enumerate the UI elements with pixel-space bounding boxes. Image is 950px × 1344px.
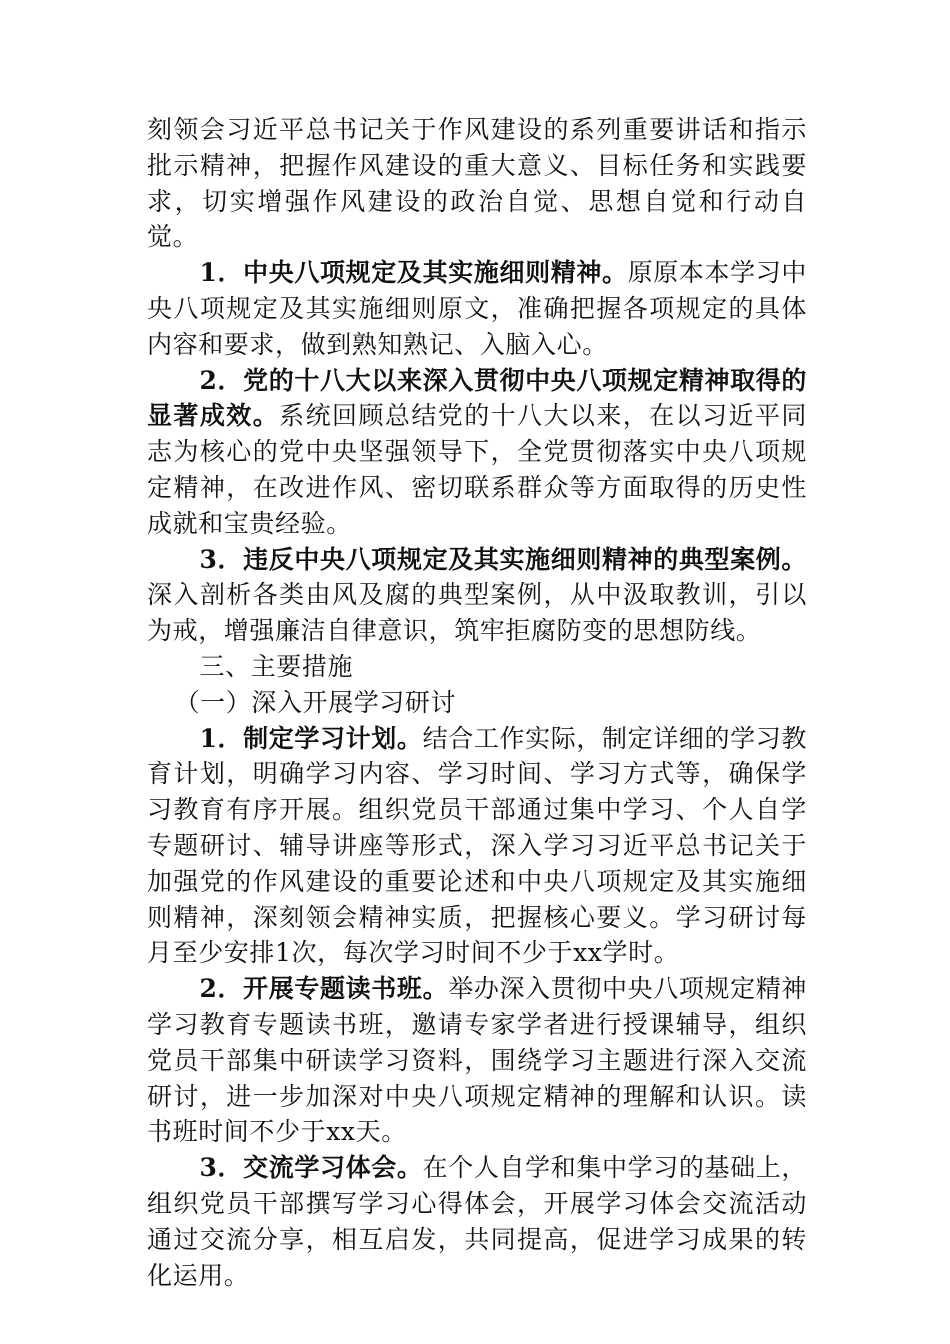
paragraph-text: 系统回顾总结党的十八大以来，在以习近平同志为核心的党中央坚强领导下，全党贯彻落实中央八项规定精神，在改进作风、密切联系群众等方面取得的历史性成就和宝贵经验。 bbox=[147, 401, 807, 538]
paragraph-text: 结合工作实际，制定详细的学习教育计划，明确学习内容、学习时间、学习方式等，确保学习教育有序开展。组织党员干部通过集中学习、个人自学专题研讨、辅导讲座等形式，深入学习习近平总书记关于加强党的作风建设的重要论述和中央八项规定及其实施细则精神，深刻领会精神实质，把握核心要义。学习研讨每月至少安排1次，每次学习时间不少于xx学时。 bbox=[147, 723, 807, 968]
paragraph-lead: 3．违反中央八项规定及其实施细则精神的典型案例。 bbox=[199, 544, 807, 574]
subsection-heading-study: （一）深入开展学习研讨 bbox=[174, 687, 457, 717]
paragraph-item-1-eight-rules bbox=[147, 255, 807, 362]
paragraph-item-1-study-plan bbox=[147, 721, 807, 972]
section-heading-main-measures: 三、主要措施 bbox=[199, 651, 354, 681]
document-page bbox=[147, 112, 807, 1293]
paragraph-item-3-exchange bbox=[147, 1150, 807, 1293]
paragraph-text: 刻领会习近平总书记关于作风建设的系列重要讲话和指示批示精神，把握作风建设的重大意义、目标任务和实践要求，切实增强作风建设的政治自觉、思想自觉和行动自觉。 bbox=[147, 115, 807, 252]
paragraph-text: 举办深入贯彻中央八项规定精神学习教育专题读书班，邀请专家学者进行授课辅导，组织党员干部集中研读学习资料，围绕学习主题进行深入交流研讨，进一步加深对中央八项规定精神的理解和认识。读书班时间不少于xx天。 bbox=[147, 974, 807, 1147]
paragraph-item-2-reading-class bbox=[147, 971, 807, 1150]
paragraph-item-3-cases bbox=[147, 542, 807, 649]
paragraph-text: 在个人自学和集中学习的基础上，组织党员干部撰写学习心得体会，开展学习体会交流活动通过交流分享，相互启发，共同提高，促进学习成果的转化运用。 bbox=[147, 1153, 807, 1290]
paragraph-lead: 1．中央八项规定及其实施细则精神。 bbox=[199, 258, 628, 288]
paragraph-lead: 2．开展专题读书班。 bbox=[199, 974, 449, 1004]
paragraph-text: 原原本本学习中央八项规定及其实施细则原文，准确把握各项规定的具体内容和要求，做到熟知熟记、入脑入心。 bbox=[147, 258, 807, 359]
paragraph-lead: 3．交流学习体会。 bbox=[199, 1153, 423, 1183]
paragraph-lead: 2．党的十八大以来深入贯彻中央八项规定精神取得的显著成效。 bbox=[147, 365, 807, 431]
paragraph-text: 深入剖析各类由风及腐的典型案例，从中汲取教训，引以为戒，增强廉洁自律意识，筑牢拒腐防变的思想防线。 bbox=[147, 580, 807, 646]
paragraph-item-2-achievements bbox=[147, 363, 807, 542]
paragraph-lead: 1．制定学习计划。 bbox=[199, 723, 423, 753]
paragraph-continuation bbox=[147, 112, 807, 255]
